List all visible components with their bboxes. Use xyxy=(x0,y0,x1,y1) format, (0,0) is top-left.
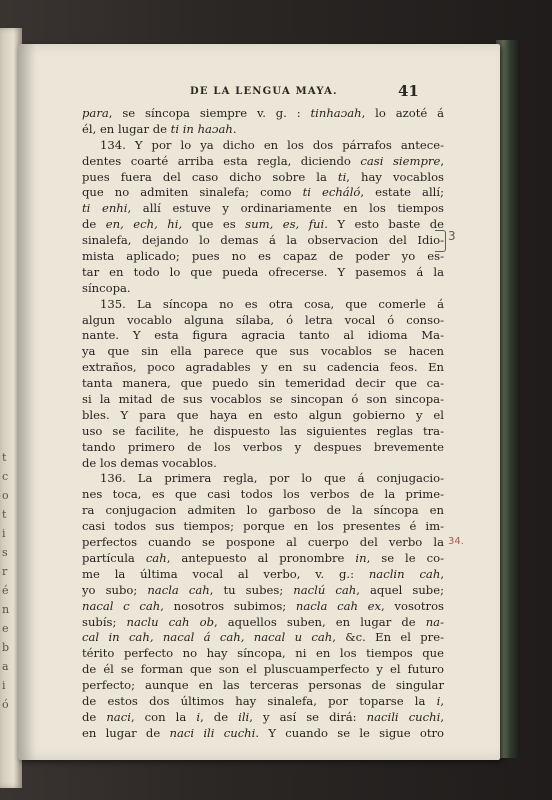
italic-term: na- xyxy=(425,614,444,629)
text-run: me la última vocal al verbo, v. g.: xyxy=(82,566,369,581)
italic-term: en, ech, hi, xyxy=(105,217,183,232)
text-run: subís; xyxy=(82,614,127,629)
text-run: síncopa. xyxy=(82,280,131,295)
text-line xyxy=(82,376,444,392)
italic-term: ili xyxy=(238,709,250,724)
text-line xyxy=(82,694,444,710)
facing-page-letter: a xyxy=(2,660,9,673)
text-run: , xyxy=(440,693,444,708)
text-run: tando primero de los verbos y despues brevemente xyxy=(82,439,444,454)
facing-page-letter: r xyxy=(2,565,8,578)
text-line xyxy=(82,710,444,726)
text-line xyxy=(82,328,444,344)
text-run: , &c. En el pre- xyxy=(332,630,444,645)
text-line xyxy=(82,615,444,631)
text-line xyxy=(82,456,444,472)
text-run: de los demas vocablos. xyxy=(82,455,217,470)
text-run: de él se forman que son el pluscuamperfecto y el futuro xyxy=(82,662,444,677)
text-run: casi todos sus tiempos; porque en los presentes é im- xyxy=(82,519,444,534)
text-run: perfecto; aunque en las terceras personas de singular xyxy=(82,678,444,693)
text-line xyxy=(82,313,444,329)
text-line xyxy=(82,392,444,408)
text-run: 135. La síncopa no es otra cosa, que comerle á xyxy=(100,296,444,311)
italic-term: naci ili cuchi xyxy=(169,725,256,740)
text-run: de xyxy=(82,709,107,724)
italic-term: naclin cah xyxy=(368,566,441,581)
text-run: , tu subes; xyxy=(209,582,294,597)
italic-term: ti enhi xyxy=(82,201,128,216)
text-line xyxy=(82,265,444,281)
text-run: , se le co- xyxy=(366,550,444,565)
text-run: , de xyxy=(200,709,239,724)
text-line xyxy=(82,360,444,376)
facing-page-letter: c xyxy=(2,470,9,483)
text-run: que es xyxy=(182,217,246,232)
text-run: si la mitad de sus vocablos se sincopan ó son sincopa- xyxy=(82,392,444,407)
italic-term: tinhaɔah xyxy=(310,106,362,120)
facing-page-letter: i xyxy=(2,527,6,540)
text-run: yo subo; xyxy=(82,582,148,597)
text-run: , con la xyxy=(130,709,197,724)
text-run: , lo azoté á xyxy=(361,106,444,120)
text-run: él, en lugar de xyxy=(82,121,171,136)
text-run: . Y cuando se le sigue otro xyxy=(255,725,444,740)
text-run: , y así se dirá: xyxy=(249,709,367,724)
text-run: , hay vocablos xyxy=(346,169,444,184)
text-line xyxy=(82,170,444,186)
text-run: perfectos cuando se pospone al cuerpo del verbo la xyxy=(82,535,444,550)
italic-term: ti xyxy=(337,169,347,184)
text-run: dentes coarté arriba esta regla, diciendo xyxy=(82,153,361,168)
text-run: , allí estuve y ordinariamente en los tiempos xyxy=(127,201,444,216)
text-line xyxy=(82,630,444,646)
text-run: 136. La primera regla, por lo que á conjugacio- xyxy=(100,471,444,486)
running-head xyxy=(18,82,500,102)
text-run: tanta manera, que puedo sin temeridad decir que ca- xyxy=(82,376,444,391)
text-run: , estate allí; xyxy=(360,185,444,200)
italic-term: para xyxy=(82,106,109,120)
italic-term: i xyxy=(196,709,201,724)
text-line xyxy=(82,424,444,440)
facing-page-letter: o xyxy=(2,489,9,502)
text-run: de xyxy=(82,217,106,232)
text-line xyxy=(82,154,444,170)
italic-term: nacal c cah xyxy=(82,598,161,613)
text-run: uso se facilite, he dispuesto las siguientes reglas tra- xyxy=(82,423,444,438)
body-text xyxy=(82,106,444,742)
pencil-bracket-mark xyxy=(435,230,446,252)
text-run: ya que sin ella parece que sus vocablos se hacen xyxy=(82,344,444,359)
text-run: bles. Y para que haya en esto algun gobierno y el xyxy=(82,407,444,422)
text-line xyxy=(82,678,444,694)
text-run: nes toca, es que casi todos los verbos de la prime- xyxy=(82,487,444,502)
text-run: , xyxy=(440,709,444,724)
text-line xyxy=(82,583,444,599)
text-line xyxy=(82,551,444,567)
text-line xyxy=(82,519,444,535)
text-run: nante. Y esta figura agracia tanto al idioma Ma- xyxy=(82,328,444,343)
italic-term: nacla cah ex xyxy=(295,598,382,613)
italic-term: casi siempre xyxy=(360,153,441,168)
italic-term: ti in haɔah xyxy=(170,121,233,136)
text-line xyxy=(82,567,444,583)
facing-page-letter: n xyxy=(2,603,10,616)
text-run: , vosotros xyxy=(381,598,444,613)
text-run: , aquellos suben, en lugar de xyxy=(214,614,426,629)
text-line xyxy=(82,726,444,742)
text-line xyxy=(82,471,444,487)
text-line xyxy=(82,646,444,662)
italic-term: cal in cah, nacal á cah, nacal u cah xyxy=(82,630,333,645)
spine-shadow xyxy=(18,44,36,760)
text-line xyxy=(82,535,444,551)
text-run: pues fuera del caso dicho sobre la xyxy=(82,169,338,184)
text-line xyxy=(82,281,444,297)
text-run: térito perfecto no hay síncopa, ni en los tiempos que xyxy=(82,646,444,661)
text-run: sinalefa, dejando lo demas á la observacion del Idio- xyxy=(82,233,444,248)
text-run: de estos dos últimos hay sinalefa, por toparse la xyxy=(82,693,437,708)
text-run: algun vocablo alguna sílaba, ó letra vocal ó conso- xyxy=(82,312,444,327)
italic-term: cah xyxy=(145,550,167,565)
running-title: DE LA LENGUA MAYA. xyxy=(190,86,338,97)
text-line xyxy=(82,249,444,265)
text-run: que no admiten sinalefa; como xyxy=(82,185,303,200)
text-run: tar en todo lo que pueda ofrecerse. Y pasemos á la xyxy=(82,264,444,279)
facing-page-letter: t xyxy=(2,451,7,464)
text-line xyxy=(82,487,444,503)
text-line xyxy=(82,233,444,249)
text-run: , xyxy=(440,566,444,581)
book-page xyxy=(18,44,500,760)
text-run: 134. Y por lo ya dicho en los dos párrafos antece- xyxy=(100,137,444,152)
text-line xyxy=(82,344,444,360)
margin-note-number: 34. xyxy=(448,536,464,547)
text-line xyxy=(82,440,444,456)
facing-page-letter: é xyxy=(2,584,9,597)
text-run: extraños, poco agradables y en su cadencia feos. En xyxy=(82,360,444,375)
text-run: , aquel sube; xyxy=(356,582,444,597)
italic-term: in xyxy=(355,550,367,565)
margin-note-bracket: 3 xyxy=(448,229,456,243)
italic-term: i xyxy=(436,693,441,708)
italic-term: naci xyxy=(106,709,131,724)
text-line xyxy=(82,662,444,678)
italic-term: naclú cah xyxy=(293,582,357,597)
text-line xyxy=(82,217,444,233)
text-line xyxy=(82,503,444,519)
facing-page-letter: ó xyxy=(2,698,9,711)
text-run: . xyxy=(232,121,237,136)
text-run: . Y esto baste de xyxy=(324,217,444,232)
facing-page-letter: s xyxy=(2,546,8,559)
facing-page-letter: e xyxy=(2,622,9,635)
facing-page-letter: t xyxy=(2,508,7,521)
text-run: ra conjugacion admiten lo garboso de la síncopa en xyxy=(82,503,444,518)
facing-page-letter: b xyxy=(2,641,10,654)
text-line xyxy=(82,599,444,615)
text-run: mista aplicado; pues no es capaz de poder yo es- xyxy=(82,249,444,264)
text-line xyxy=(82,106,444,122)
text-run: , xyxy=(440,153,444,168)
italic-term: nacili cuchi xyxy=(366,709,441,724)
text-line xyxy=(82,185,444,201)
page-number: 41 xyxy=(398,82,419,100)
italic-term: sum, es, fui xyxy=(245,217,325,232)
italic-term: nacla cah xyxy=(147,582,210,597)
text-run: , antepuesto al pronombre xyxy=(166,550,356,565)
text-run: partícula xyxy=(82,550,146,565)
italic-term: naclu cah ob xyxy=(126,614,214,629)
italic-term: ti echáló xyxy=(302,185,361,200)
text-line xyxy=(82,297,444,313)
text-run: en lugar de xyxy=(82,725,170,740)
facing-page-letter: i xyxy=(2,679,6,692)
text-line xyxy=(82,122,444,138)
text-line xyxy=(82,201,444,217)
text-run: , se síncopa siempre v. g. : xyxy=(108,106,311,120)
text-line xyxy=(82,408,444,424)
text-line xyxy=(82,138,444,154)
text-run: , nosotros subimos; xyxy=(160,598,296,613)
